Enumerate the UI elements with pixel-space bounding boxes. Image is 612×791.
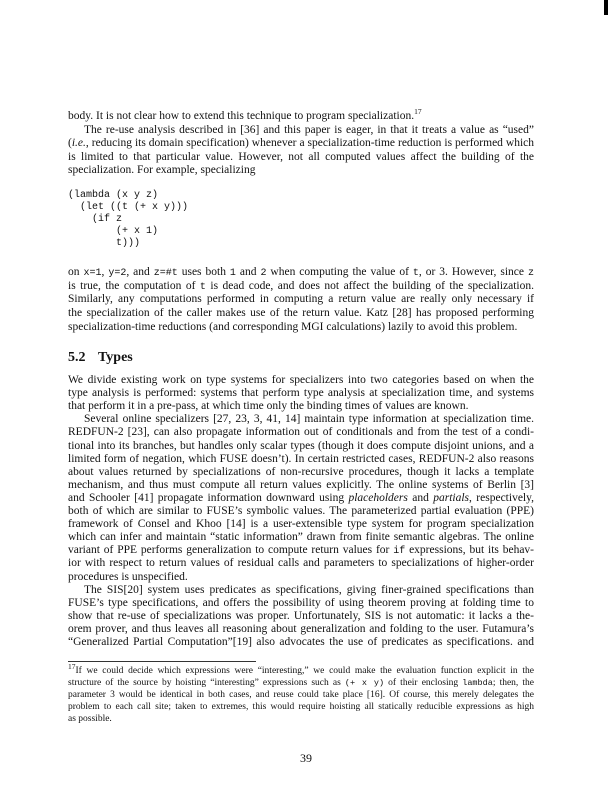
text-run: limited form of negation, which FUSE doesn’t). In certain restricted cases, REDFUN-2 also reasons [68, 452, 534, 465]
text-line [68, 137, 534, 150]
text-run: Several online specializers [27, 23, 3, 41, 14] maintain type information at specialization time. [84, 413, 534, 426]
text-line [68, 426, 534, 439]
code-line: (+ x 1) [68, 226, 159, 237]
inline-code: 1 [229, 268, 236, 279]
text-run: expressions, but its behav- [405, 544, 534, 557]
code-line: (let ((t (+ x y))) [68, 202, 189, 213]
footnote-divider [68, 661, 256, 662]
text-run: variant of PPE performs generalization to compute return values for [68, 544, 394, 557]
text-line [84, 584, 534, 597]
text-line [68, 623, 534, 636]
text-run: body. It is not clear how to extend this technique to program specialization. [68, 110, 415, 122]
text-run: is dead code, and does not affect the building of the specialization. [205, 279, 534, 292]
text-line [68, 387, 534, 400]
emphasis: placeholders [348, 491, 408, 504]
emphasis: partials [433, 491, 470, 504]
text-run: procedures is unspecified. [68, 570, 188, 583]
text-run: parameter 3 would be identical in both cases, and reuse could take place [16]. Of course, this merely delegates the [68, 690, 534, 700]
inline-code: z [527, 268, 534, 279]
text-line [68, 453, 534, 466]
inline-code: z=#t [153, 268, 178, 279]
text-line [68, 531, 534, 544]
text-run: tional into its branches, but handles only scalar types (though it does compute disjoint unions, and a [68, 439, 534, 452]
text-run: orem prover, and thus leaves all reasoning about generalization and folding to the user. Futamura’s [68, 622, 534, 635]
inline-code: lambda [462, 678, 493, 688]
text-run: on [68, 266, 84, 278]
inline-code: t [412, 268, 419, 279]
text-run: and [407, 491, 434, 504]
inline-code: if [393, 546, 406, 558]
text-line [68, 321, 517, 334]
text-line [68, 400, 468, 413]
text-run: and [235, 266, 261, 278]
text-run: The re-use analysis described in [36] and this paper is eager, in that it treats a value as “used” [84, 123, 534, 136]
section-heading [68, 349, 133, 366]
text-run: framework of Consel and Khoo [14] is a user-extensible type system for program specialization [68, 518, 534, 531]
text-run: , reducing its domain specification) whenever a specialization-time reduction is performed which [85, 137, 534, 150]
text-run: , and [126, 266, 154, 278]
text-line [68, 518, 534, 531]
inline-code: t [199, 281, 206, 293]
text-line [68, 505, 534, 518]
text-run: If we could decide which expressions were “interesting,” we could make the evaluation function explicit in the [75, 666, 534, 676]
text-run: FUSE’s type specifications, and offers the possibility of using theorem proving at folding time to [68, 596, 534, 609]
text-line [68, 571, 188, 584]
text-run: specialization-time reductions (and corresponding MGI calculations) lazily to avoid this problem. [68, 320, 518, 333]
section-number: 5.2 [68, 350, 86, 365]
text-line [68, 440, 534, 453]
text-run: the specialization of the caller makes use of the return value. Katz [28] has proposed performing [68, 307, 534, 320]
inline-code: x=1 [83, 268, 102, 279]
code-line: (if z [68, 214, 123, 225]
page-number: 39 [300, 751, 312, 765]
text-run: show that re-use of specializations was proper. Unfortunately, SIS is not automatic: it lacks a the- [68, 609, 534, 622]
text-run: ior with respect to return values of residual calls and parameters to specializations of higher-order [68, 557, 534, 570]
text-line [68, 492, 534, 505]
text-run: , or 3. However, since [418, 266, 528, 278]
text-run: that perform it in a pre-pass, at which time only the binding times of values are known. [68, 400, 469, 413]
footnote-marker: 17 [414, 107, 422, 117]
text-run: of their enclosing [384, 678, 463, 688]
text-line [68, 610, 534, 623]
text-line [68, 280, 534, 293]
text-line [68, 636, 534, 649]
text-run: type analysis is performed: systems that perform type analysis at specialization time, and systems [68, 387, 534, 400]
text-line [68, 702, 534, 713]
code-line: (lambda (x y z) [68, 190, 159, 201]
text-run: structure of the source by hoisting “interesting” expressions such as [68, 678, 345, 688]
text-run: problem to each call site; taken to extremes, this would require hoisting all statically reducible expressions as high [68, 702, 534, 712]
text-line [68, 293, 534, 306]
text-run: and Schooler [41] propagate information downward using [68, 491, 349, 504]
inline-code: y=2 [108, 268, 127, 279]
code-line: t))) [68, 238, 141, 249]
text-run: specialization. For example, specializing [68, 164, 256, 177]
text-run: Similarly, any computations performed in computing a return value are really only necessary if [68, 293, 534, 306]
text-run: “Generalized Partial Computation”[19] also advocates the use of predicates as specifications. and [68, 636, 534, 648]
text-run: about values returned by specializations of non-recursive procedures, though it lacks a template [68, 465, 534, 478]
text-run: REDFUN-2 [23], can also propagate information out of conditionals and from the test of a condi- [68, 426, 534, 439]
text-line [68, 678, 534, 689]
text-run: , [101, 266, 109, 278]
text-line [68, 107, 422, 123]
text-run: when computing the value of [266, 266, 413, 278]
text-run: We divide existing work on type systems for specializers into two categories based on when the [68, 374, 534, 386]
text-line [84, 413, 534, 426]
text-run: is limited to that particular value. However, not all computed values affect the building of the [68, 150, 534, 163]
text-run: The SIS[20] system uses predicates as specifications, giving finer-grained specifications than [84, 583, 534, 596]
text-run: mechanism, and thus must compute all return values explicitly. The online systems of Berlin [3] [68, 478, 534, 491]
text-run: ; then, the [492, 678, 535, 688]
text-line [68, 690, 534, 701]
text-run: is true, the computation of [68, 279, 200, 292]
text-run: both of which are similar to FUSE’s symbolic values. The parameterized partial evaluation (PPE) [68, 505, 534, 517]
text-line [68, 374, 534, 387]
text-line [68, 466, 534, 479]
text-run: which can infer and maintain “static information” drawn from finite semantic algebras. The online [68, 531, 534, 544]
text-line [68, 557, 534, 570]
text-run: as possible. [68, 714, 112, 724]
emphasis: i.e. [71, 137, 86, 150]
text-line [68, 661, 534, 677]
text-line [68, 544, 534, 557]
text-run: uses both [177, 266, 230, 278]
text-run: , respectively, [469, 491, 534, 504]
text-line [68, 151, 534, 164]
text-line [68, 307, 534, 320]
text-line [84, 124, 534, 137]
text-line [68, 479, 534, 492]
inline-code: (+ x y) [344, 678, 385, 688]
text-run: ( [68, 137, 72, 150]
text-line [68, 714, 112, 725]
inline-code: 2 [260, 268, 267, 279]
text-line [68, 266, 534, 279]
section-title: Types [98, 350, 133, 365]
scan-corner-mark [604, 0, 608, 15]
text-line [68, 164, 255, 177]
text-line [68, 597, 534, 610]
footnote-marker: 17 [68, 661, 76, 671]
